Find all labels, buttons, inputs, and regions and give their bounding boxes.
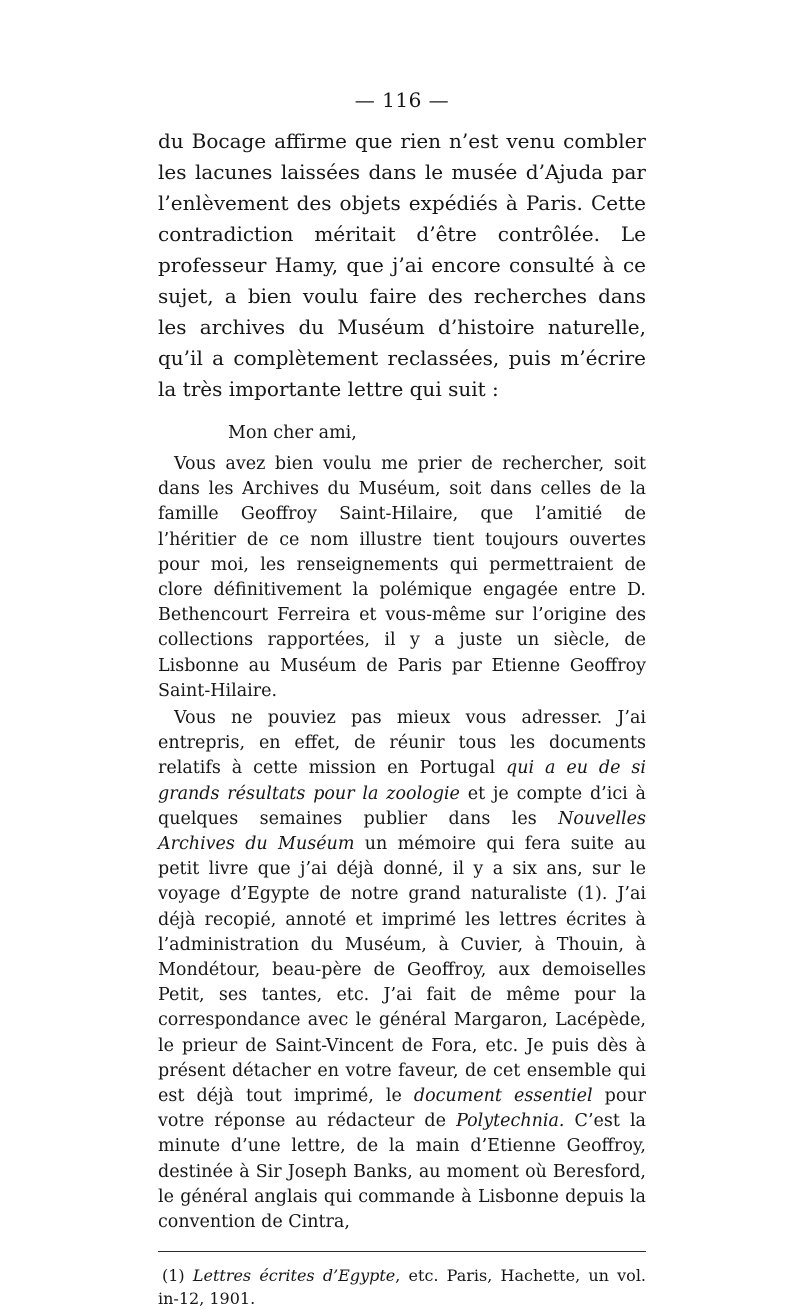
quoted-letter: [158, 421, 646, 1235]
letter-paragraph-1: Vous avez bien voulu me prier de rechercher, soit dans les Archives du Muséum, soit dans celles de la famille Geoffroy Saint-Hilaire, que l’amitié de l’héritier de ce nom illustre tient toujours ouvertes pour moi, les renseignements qui permettraient de clore définitivement la polémique engagée entre D. Bethencourt Ferreira et vous-même sur l’origine des collections rapportées, il y a juste un siècle, de Lisbonne au Muséum de Paris par Etienne Geoffroy Saint-Hilaire.: [158, 454, 646, 701]
letter-p2-italic-2: Nouvelles Archives du Muséum: [158, 808, 646, 855]
letter-p2-text-3: un mémoire qui fera suite au petit livre que j’ai déjà donné, il y a six ans, sur le voyage d’Egypte de notre grand naturaliste (1). J’ai déjà recopié, annoté et imprimé les lettres écrites à l’administration du Muséum, à Cuvier, à Thouin, à Mondétour, beau-père de Geoffroy, aux demoiselles Petit, ses tantes, etc. J’ai fait de même pour la correspondance avec le général Margaron, Lacépède, le prieur de Saint-Vincent de Fora, etc. Je puis dès à présent détacher en votre faveur, de cet ensemble qui est déjà tout imprimé, le: [158, 834, 646, 1107]
letter-p2-italic-3: document essentiel: [413, 1086, 593, 1107]
letter-paragraph-2: [158, 706, 646, 1235]
footnote-title: Lettres écrites d’Egypte: [192, 1266, 396, 1286]
letter-p2-text-4: pour votre réponse au rédacteur de: [158, 1086, 646, 1132]
footnote-marker: (1): [162, 1266, 193, 1286]
page-number: — 116 —: [354, 88, 450, 112]
letter-p2-text-1: Vous ne pouviez pas mieux vous adresser. J’ai entrepris, en effet, de réunir tous les documents relatifs à cette mission en Portugal: [158, 708, 646, 779]
letter-p2-text-2: et je compte d’ici à quelques semaines publier dans les: [158, 783, 646, 829]
intro-section: [158, 126, 646, 405]
intro-paragraph: du Bocage affirme que rien n’est venu combler les lacunes laissées dans le musée d’Ajuda par l’enlèvement des objets expédiés à Paris. Cette contradiction méritait d’être contrôlée. Le professeur Hamy, que j’ai encore consulté à ce sujet, a bien voulu faire des recherches dans les archives du Muséum d’histoire naturelle, qu’il a complètement reclassées, puis m’écrire la très importante lettre qui suit :: [158, 129, 646, 401]
letter-p2-text-5: C’est la minute d’une lettre, de la main d’Etienne Geoffroy, destinée à Sir Joseph Banks, au moment où Beresford, le général anglais qui commande à Lisbonne depuis la convention de Cintra,: [158, 1111, 646, 1233]
footnote-divider: [158, 1251, 646, 1252]
footnote: [158, 1264, 646, 1310]
book-page: [158, 88, 646, 1310]
letter-p2-italic-1: qui a eu de si grands résultats pour la zoologie: [158, 758, 646, 804]
footnote-rest: , etc. Paris, Hachette, un vol. in-12, 1901.: [158, 1266, 647, 1309]
letter-p2-italic-4: Polytechnia.: [456, 1111, 565, 1132]
letter-salutation: Mon cher ami,: [228, 423, 357, 443]
